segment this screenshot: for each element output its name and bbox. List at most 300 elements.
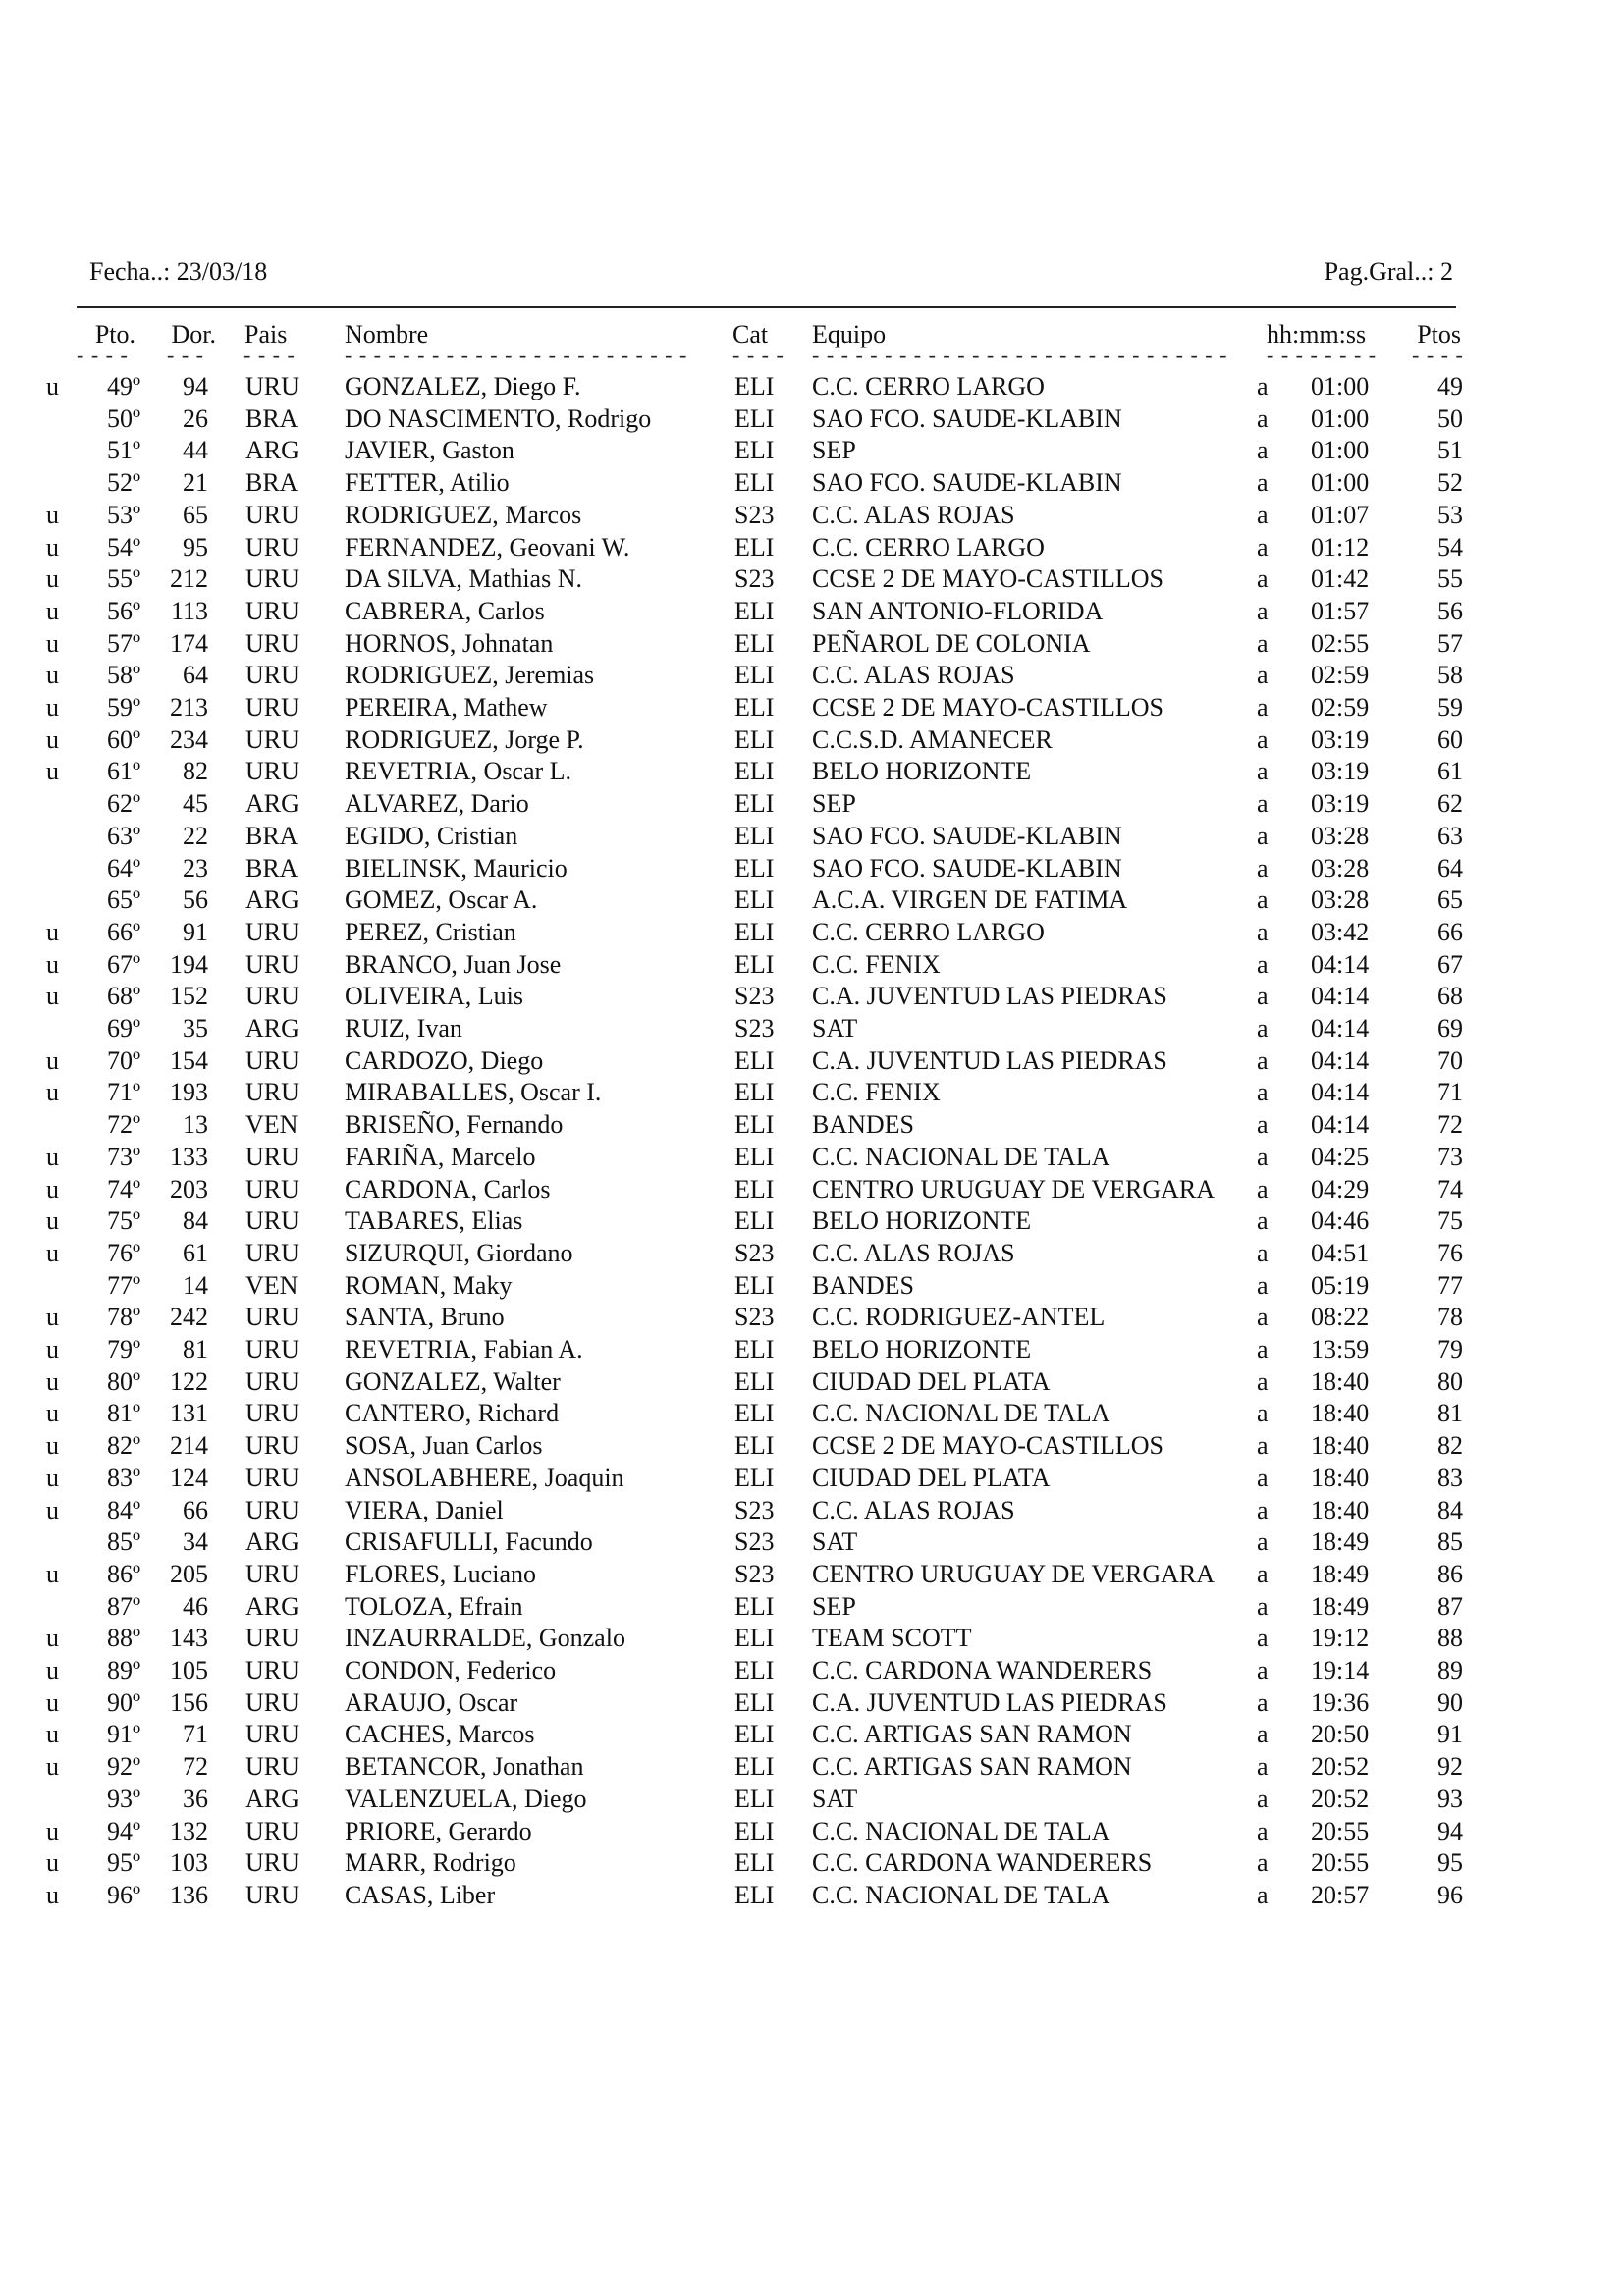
cell-category: ELI [734,885,775,915]
cell-dorsal: 174 [170,628,208,658]
cell-name: CONDON, Federico [345,1656,557,1684]
cell-points: 57 [1437,628,1463,658]
table-row [0,1687,1623,1720]
cell-marker: u [46,1206,59,1236]
cell-points: 73 [1437,1142,1463,1171]
cell-country: URU [245,1687,299,1717]
cell-team: C.C. NACIONAL DE TALA [812,1142,1110,1171]
cell-flag: a [1257,1270,1269,1300]
cell-marker: u [46,1238,59,1267]
cell-dorsal: 36 [183,1784,208,1813]
cell-position: 87º [106,1591,140,1621]
cell-category: ELI [734,917,775,946]
cell-flag: a [1257,1720,1269,1749]
cell-category: ELI [734,1816,775,1845]
cell-name: VIERA, Daniel [345,1495,504,1524]
cell-dorsal: 105 [170,1656,208,1684]
cell-position: 95º [106,1848,140,1878]
cell-marker: u [46,628,59,658]
cell-points: 86 [1437,1559,1463,1588]
cell-team: C.C. NACIONAL DE TALA [812,1880,1110,1909]
cell-category: ELI [734,1752,775,1782]
cell-category: ELI [734,1206,775,1236]
col-underline: - - - - [77,343,129,367]
cell-marker: u [46,564,59,594]
cell-name: ARAUJO, Oscar [345,1687,518,1717]
table-row [0,1463,1623,1495]
col-underline: - - - - - - - - [1267,343,1378,367]
cell-points: 69 [1437,1014,1463,1042]
cell-team: SEP [812,789,856,819]
cell-position: 84º [106,1495,140,1524]
cell-flag: a [1257,1206,1269,1236]
cell-name: INZAURRALDE, Gonzalo [345,1624,625,1653]
cell-flag: a [1257,885,1269,915]
cell-points: 94 [1437,1816,1463,1845]
cell-time: 20:55 [1311,1816,1370,1845]
cell-time: 04:14 [1311,1078,1370,1107]
cell-team: PEÑAROL DE COLONIA [812,628,1091,658]
cell-team: C.C. CERRO LARGO [812,372,1045,400]
cell-position: 90º [106,1687,140,1717]
cell-time: 01:00 [1311,436,1370,465]
cell-name: REVETRIA, Oscar L. [345,757,572,786]
cell-name: FERNANDEZ, Geovani W. [345,532,630,561]
cell-position: 93º [106,1784,140,1813]
col-underline: - - - - [732,343,784,367]
cell-country: BRA [245,403,298,433]
cell-flag: a [1257,532,1269,561]
cell-category: S23 [734,500,775,529]
cell-dorsal: 143 [170,1624,208,1653]
cell-team: C.C. NACIONAL DE TALA [812,1816,1110,1845]
cell-points: 77 [1437,1270,1463,1300]
cell-points: 78 [1437,1303,1463,1332]
cell-marker: u [46,596,59,625]
cell-marker: u [46,757,59,786]
cell-position: 91º [106,1720,140,1749]
cell-category: S23 [734,1303,775,1332]
page-number: Pag.Gral..: 2 [1324,257,1453,286]
cell-position: 62º [106,789,140,819]
cell-dorsal: 152 [170,982,208,1011]
cell-position: 64º [106,853,140,882]
cell-name: SOSA, Juan Carlos [345,1431,543,1461]
cell-position: 58º [106,661,140,690]
cell-country: URU [245,596,299,625]
cell-team: SAT [812,1527,858,1557]
cell-points: 92 [1437,1752,1463,1782]
cell-team: C.C. CARDONA WANDERERS [812,1656,1153,1684]
cell-dorsal: 94 [183,372,208,400]
cell-flag: a [1257,949,1269,979]
cell-flag: a [1257,853,1269,882]
cell-time: 18:40 [1311,1366,1370,1396]
cell-category: ELI [734,1078,775,1107]
table-row [0,532,1623,564]
cell-position: 78º [106,1303,140,1332]
cell-dorsal: 64 [183,661,208,690]
cell-flag: a [1257,1238,1269,1267]
cell-category: ELI [734,1399,775,1428]
cell-category: ELI [734,1142,775,1171]
table-row [0,788,1623,821]
cell-flag: a [1257,564,1269,594]
cell-flag: a [1257,372,1269,400]
cell-dorsal: 44 [183,436,208,465]
cell-country: URU [245,1078,299,1107]
cell-team: C.C. ARTIGAS SAN RAMON [812,1752,1132,1782]
cell-name: REVETRIA, Fabian A. [345,1335,583,1363]
cell-position: 89º [106,1656,140,1684]
cell-points: 79 [1437,1335,1463,1363]
table-row [0,628,1623,661]
cell-team: BELO HORIZONTE [812,757,1032,786]
cell-flag: a [1257,757,1269,786]
col-header-tiempo: hh:mm:ss [1267,320,1367,348]
cell-team: C.C. FENIX [812,1078,941,1107]
cell-time: 13:59 [1311,1335,1370,1363]
cell-position: 57º [106,628,140,658]
cell-marker: u [46,1752,59,1782]
cell-category: ELI [734,853,775,882]
cell-category: S23 [734,564,775,594]
cell-team: BANDES [812,1270,915,1300]
cell-flag: a [1257,1784,1269,1813]
cell-dorsal: 103 [170,1848,208,1878]
cell-marker: u [46,1078,59,1107]
cell-dorsal: 56 [183,885,208,915]
cell-marker: u [46,661,59,690]
cell-position: 80º [106,1366,140,1396]
cell-team: C.C. NACIONAL DE TALA [812,1399,1110,1428]
cell-marker: u [46,917,59,946]
cell-country: URU [245,1174,299,1203]
cell-dorsal: 84 [183,1206,208,1236]
cell-flag: a [1257,1014,1269,1042]
cell-flag: a [1257,821,1269,850]
table-row [0,1591,1623,1624]
cell-time: 19:12 [1311,1624,1370,1653]
cell-team: CENTRO URUGUAY DE VERGARA [812,1174,1216,1203]
cell-time: 03:28 [1311,853,1370,882]
cell-time: 01:42 [1311,564,1370,594]
cell-points: 80 [1437,1366,1463,1396]
cell-country: URU [245,724,299,754]
cell-marker: u [46,1656,59,1684]
cell-marker: u [46,1303,59,1332]
table-row [0,1526,1623,1559]
cell-position: 96º [106,1880,140,1909]
cell-dorsal: 66 [183,1495,208,1524]
cell-country: ARG [245,1014,299,1042]
cell-points: 89 [1437,1656,1463,1684]
cell-name: PRIORE, Gerardo [345,1816,532,1845]
cell-marker: u [46,1366,59,1396]
col-underline: - - - - [1412,343,1464,367]
cell-points: 52 [1437,468,1463,498]
cell-team: C.C. ALAS ROJAS [812,500,1015,529]
cell-country: BRA [245,468,298,498]
cell-points: 81 [1437,1399,1463,1428]
cell-team: C.C. FENIX [812,949,941,979]
cell-position: 66º [106,917,140,946]
cell-category: S23 [734,1014,775,1042]
table-row [0,1430,1623,1463]
cell-time: 03:28 [1311,821,1370,850]
cell-flag: a [1257,628,1269,658]
table-row [0,1880,1623,1912]
cell-points: 67 [1437,949,1463,979]
cell-points: 54 [1437,532,1463,561]
cell-marker: u [46,1559,59,1588]
cell-flag: a [1257,1431,1269,1461]
cell-name: JAVIER, Gaston [345,436,514,465]
cell-time: 01:07 [1311,500,1370,529]
cell-time: 02:59 [1311,661,1370,690]
cell-category: ELI [734,1431,775,1461]
table-row [0,467,1623,500]
cell-position: 86º [106,1559,140,1588]
cell-position: 60º [106,724,140,754]
table-row [0,1623,1623,1655]
cell-dorsal: 81 [183,1335,208,1363]
cell-position: 74º [106,1174,140,1203]
table-row [0,1013,1623,1045]
cell-category: ELI [734,372,775,400]
cell-country: URU [245,757,299,786]
cell-name: FETTER, Atilio [345,468,510,498]
cell-country: URU [245,1624,299,1653]
cell-flag: a [1257,1752,1269,1782]
cell-flag: a [1257,1142,1269,1171]
table-row [0,1751,1623,1784]
cell-category: ELI [734,1656,775,1684]
cell-marker: u [46,1848,59,1878]
cell-time: 01:00 [1311,468,1370,498]
cell-time: 01:00 [1311,372,1370,400]
cell-name: BIELINSK, Mauricio [345,853,568,882]
cell-country: BRA [245,821,298,850]
cell-time: 01:57 [1311,596,1370,625]
cell-flag: a [1257,436,1269,465]
cell-category: ELI [734,596,775,625]
cell-team: C.C. ALAS ROJAS [812,661,1015,690]
cell-marker: u [46,982,59,1011]
col-underline: - - - - - - - - - - - - - - - - - - - - - - - - [345,343,688,367]
cell-team: SAO FCO. SAUDE-KLABIN [812,821,1122,850]
cell-name: CACHES, Marcos [345,1720,535,1749]
cell-dorsal: 203 [170,1174,208,1203]
cell-team: SEP [812,436,856,465]
cell-points: 59 [1437,693,1463,721]
cell-time: 18:40 [1311,1495,1370,1524]
cell-flag: a [1257,1078,1269,1107]
cell-points: 71 [1437,1078,1463,1107]
cell-dorsal: 34 [183,1527,208,1557]
cell-time: 03:42 [1311,917,1370,946]
cell-position: 82º [106,1431,140,1461]
cell-marker: u [46,1174,59,1203]
cell-country: URU [245,1559,299,1588]
cell-dorsal: 72 [183,1752,208,1782]
cell-team: SAO FCO. SAUDE-KLABIN [812,468,1122,498]
cell-time: 01:00 [1311,403,1370,433]
cell-time: 18:40 [1311,1399,1370,1428]
table-row [0,981,1623,1013]
cell-time: 04:14 [1311,1014,1370,1042]
table-row [0,1495,1623,1527]
cell-dorsal: 131 [170,1399,208,1428]
table-row [0,1045,1623,1078]
cell-category: ELI [734,1720,775,1749]
cell-country: URU [245,693,299,721]
cell-category: ELI [734,1174,775,1203]
cell-name: FARIÑA, Marcelo [345,1142,536,1171]
cell-name: OLIVEIRA, Luis [345,982,523,1011]
cell-team: CCSE 2 DE MAYO-CASTILLOS [812,693,1164,721]
cell-category: ELI [734,628,775,658]
cell-time: 03:19 [1311,724,1370,754]
cell-position: 77º [106,1270,140,1300]
cell-country: URU [245,1238,299,1267]
cell-position: 69º [106,1014,140,1042]
cell-country: ARG [245,1591,299,1621]
cell-position: 59º [106,693,140,721]
cell-name: CRISAFULLI, Facundo [345,1527,593,1557]
cell-team: C.C. CERRO LARGO [812,917,1045,946]
cell-country: URU [245,1720,299,1749]
cell-dorsal: 234 [170,724,208,754]
cell-team: A.C.A. VIRGEN DE FATIMA [812,885,1128,915]
cell-time: 18:49 [1311,1591,1370,1621]
table-row [0,563,1623,596]
cell-position: 72º [106,1110,140,1140]
cell-flag: a [1257,1687,1269,1717]
cell-flag: a [1257,789,1269,819]
cell-points: 84 [1437,1495,1463,1524]
cell-flag: a [1257,1527,1269,1557]
cell-points: 76 [1437,1238,1463,1267]
cell-time: 18:49 [1311,1527,1370,1557]
cell-points: 68 [1437,982,1463,1011]
cell-name: CANTERO, Richard [345,1399,560,1428]
cell-name: BRANCO, Juan Jose [345,949,562,979]
cell-flag: a [1257,1591,1269,1621]
cell-dorsal: 82 [183,757,208,786]
cell-name: FLORES, Luciano [345,1559,536,1588]
cell-points: 58 [1437,661,1463,690]
cell-team: SAO FCO. SAUDE-KLABIN [812,403,1122,433]
cell-category: S23 [734,1527,775,1557]
cell-time: 05:19 [1311,1270,1370,1300]
cell-points: 83 [1437,1463,1463,1492]
cell-time: 20:57 [1311,1880,1370,1909]
cell-dorsal: 242 [170,1303,208,1332]
cell-points: 49 [1437,372,1463,400]
cell-country: ARG [245,885,299,915]
cell-team: CCSE 2 DE MAYO-CASTILLOS [812,1431,1164,1461]
cell-position: 92º [106,1752,140,1782]
cell-points: 65 [1437,885,1463,915]
cell-time: 08:22 [1311,1303,1370,1332]
cell-position: 67º [106,949,140,979]
header-divider [77,306,1456,308]
table-row [0,1816,1623,1848]
cell-flag: a [1257,982,1269,1011]
cell-dorsal: 14 [183,1270,208,1300]
cell-name: RUIZ, Ivan [345,1014,462,1042]
cell-name: GOMEZ, Oscar A. [345,885,538,915]
cell-team: CCSE 2 DE MAYO-CASTILLOS [812,564,1164,594]
cell-category: ELI [734,1848,775,1878]
cell-country: BRA [245,853,298,882]
cell-category: ELI [734,693,775,721]
cell-dorsal: 113 [170,596,208,625]
cell-flag: a [1257,1495,1269,1524]
col-header-nombre: Nombre [345,320,429,348]
cell-points: 50 [1437,403,1463,433]
cell-name: DA SILVA, Mathias N. [345,564,582,594]
cell-points: 56 [1437,596,1463,625]
cell-points: 70 [1437,1045,1463,1075]
cell-points: 63 [1437,821,1463,850]
cell-category: ELI [734,757,775,786]
cell-name: GONZALEZ, Diego F. [345,372,581,400]
cell-marker: u [46,532,59,561]
cell-dorsal: 214 [170,1431,208,1461]
cell-country: URU [245,1816,299,1845]
cell-team: SAT [812,1784,858,1813]
cell-points: 85 [1437,1527,1463,1557]
cell-points: 64 [1437,853,1463,882]
cell-marker: u [46,949,59,979]
report-date: Fecha..: 23/03/18 [89,257,268,286]
table-row [0,884,1623,917]
cell-name: ROMAN, Maky [345,1270,513,1300]
cell-dorsal: 26 [183,403,208,433]
cell-time: 04:25 [1311,1142,1370,1171]
cell-dorsal: 95 [183,532,208,561]
cell-position: 73º [106,1142,140,1171]
cell-flag: a [1257,1366,1269,1396]
cell-position: 56º [106,596,140,625]
cell-time: 04:14 [1311,1110,1370,1140]
cell-team: TEAM SCOTT [812,1624,972,1653]
cell-category: ELI [734,661,775,690]
cell-points: 96 [1437,1880,1463,1909]
cell-position: 75º [106,1206,140,1236]
cell-country: URU [245,982,299,1011]
cell-dorsal: 35 [183,1014,208,1042]
cell-time: 04:51 [1311,1238,1370,1267]
cell-team: C.C. RODRIGUEZ-ANTEL [812,1303,1106,1332]
cell-time: 03:19 [1311,757,1370,786]
table-row [0,1847,1623,1880]
cell-time: 18:40 [1311,1463,1370,1492]
cell-category: ELI [734,724,775,754]
cell-flag: a [1257,1335,1269,1363]
cell-category: ELI [734,1270,775,1300]
cell-category: ELI [734,436,775,465]
cell-points: 88 [1437,1624,1463,1653]
table-row [0,435,1623,467]
cell-name: ANSOLABHERE, Joaquin [345,1463,624,1492]
col-underline: - - - [167,343,204,367]
cell-points: 55 [1437,564,1463,594]
cell-country: VEN [245,1270,298,1300]
cell-time: 03:19 [1311,789,1370,819]
